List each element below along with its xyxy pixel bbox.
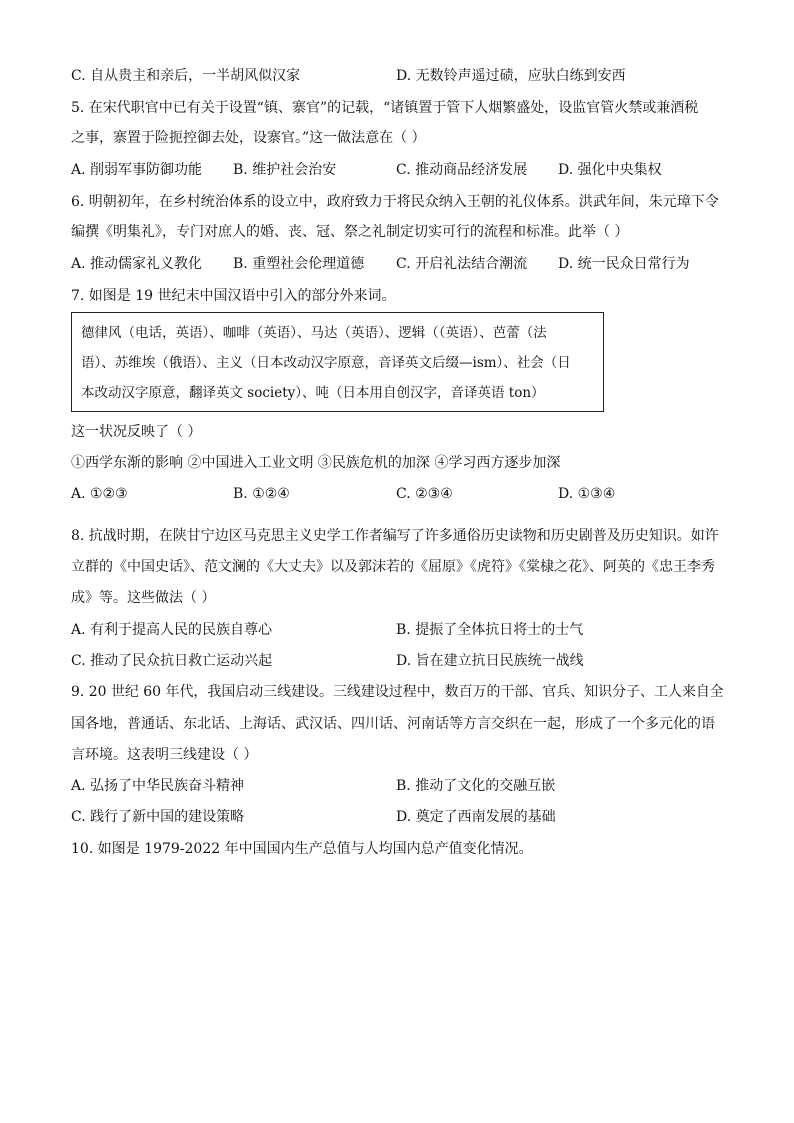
- q9-option-d: D. 奠定了西南发展的基础: [396, 809, 556, 825]
- q5-option-a: A. 削弱军事防御功能: [71, 162, 203, 178]
- q5-option-b: B. 维护社会治安: [233, 162, 337, 178]
- q7-box-line-1: 德律风（电话，英语）、咖啡（英语）、马达（英语）、逻辑（（英语）、芭蕾（法: [81, 325, 547, 341]
- q5-option-d: D. 强化中央集权: [558, 162, 662, 178]
- q7-box-line-3: 本改动汉字原意，翻译英文 society）、吨（日本用自创汉字，音译英语 ton）: [81, 385, 545, 401]
- q9-option-c: C. 践行了新中国的建设策略: [71, 809, 245, 825]
- q10-stem: 10. 如图是 1979-2022 年中国国内生产总值与人均国内总产值变化情况。: [71, 841, 533, 857]
- q6-stem-line-2: 编撰《明集礼》，专门对庶人的婚、丧、冠、祭之礼制定切实可行的流程和标准。此举（ ）: [71, 224, 629, 240]
- q8-option-a: A. 有利于提高人民的民族自尊心: [71, 622, 273, 638]
- q9-stem-line-3: 言环境。这表明三线建设（ ）: [71, 747, 258, 763]
- q8-stem-line-3: 成》等。这些做法（ ）: [71, 590, 216, 606]
- q4-option-c: C. 自从贵主和亲后，一半胡风似汉家: [71, 68, 301, 84]
- q9-option-b: B. 推动了文化的交融互嵌: [396, 778, 556, 794]
- q5-option-c: C. 推动商品经济发展: [396, 162, 528, 178]
- q6-option-b: B. 重塑社会伦理道德: [233, 256, 365, 272]
- q4-option-d: D. 无数铃声遥过碛，应驮白练到安西: [396, 68, 626, 84]
- q7-option-b: B. ①②④: [233, 486, 290, 502]
- q8-option-d: D. 旨在建立抗日民族统一战线: [396, 653, 584, 669]
- q7-box-line-2: 语）、苏维埃（俄语）、主义（日本改动汉字原意，音译英文后缀—ism）、社会（日: [81, 355, 571, 371]
- q7-items: ①西学东渐的影响 ②中国进入工业文明 ③民族危机的加深 ④学习西方逐步加深: [71, 455, 561, 471]
- q6-stem-line-1: 6. 明朝初年，在乡村统治体系的设立中，政府致力于将民众纳入王朝的礼仪体系。洪武年间，朱元璋下令: [71, 194, 719, 210]
- q8-option-c: C. 推动了民众抗日救亡运动兴起: [71, 653, 273, 669]
- q9-stem-line-2: 国各地，普通话、东北话、上海话、武汉话、四川话、河南话等方言交织在一起，形成了一个多元化的语: [71, 716, 715, 732]
- q8-stem-line-2: 立群的《中国史话》、范文澜的《大丈夫》以及郭沫若的《屈原》《虎符》《棠棣之花》、阿英的《忠王李秀: [71, 559, 715, 575]
- q6-option-a: A. 推动儒家礼义教化: [71, 256, 203, 272]
- q7-stem: 7. 如图是 19 世纪末中国汉语中引入的部分外来词。: [71, 288, 396, 304]
- q6-option-d: D. 统一民众日常行为: [558, 256, 690, 272]
- q7-option-a: A. ①②③: [71, 486, 128, 502]
- q8-option-b: B. 提振了全体抗日将士的士气: [396, 622, 584, 638]
- q5-stem-line-1: 5. 在宋代职官中已有关于设置“镇、寨官”的记载，“诸镇置于管下人烟繁盛处，设监官管火禁或兼酒税: [71, 100, 699, 116]
- q5-stem-line-2: 之事，寨置于险扼控御去处，设寨官。”这一做法意在（ ）: [71, 130, 426, 146]
- q7-question: 这一状况反映了（ ）: [71, 424, 202, 440]
- q7-option-d: D. ①③④: [558, 486, 616, 502]
- q9-option-a: A. 弘扬了中华民族奋斗精神: [71, 778, 245, 794]
- q7-option-c: C. ②③④: [396, 486, 453, 502]
- q6-option-c: C. 开启礼法结合潮流: [396, 256, 528, 272]
- q7-loanword-box: [71, 312, 604, 412]
- q8-stem-line-1: 8. 抗战时期，在陕甘宁边区马克思主义史学工作者编写了许多通俗历史读物和历史剧普及历史知识。如许: [71, 528, 719, 544]
- q9-stem-line-1: 9. 20 世纪 60 年代，我国启动三线建设。三线建设过程中，数百万的干部、官兵、知识分子、工人来自全: [71, 684, 724, 700]
